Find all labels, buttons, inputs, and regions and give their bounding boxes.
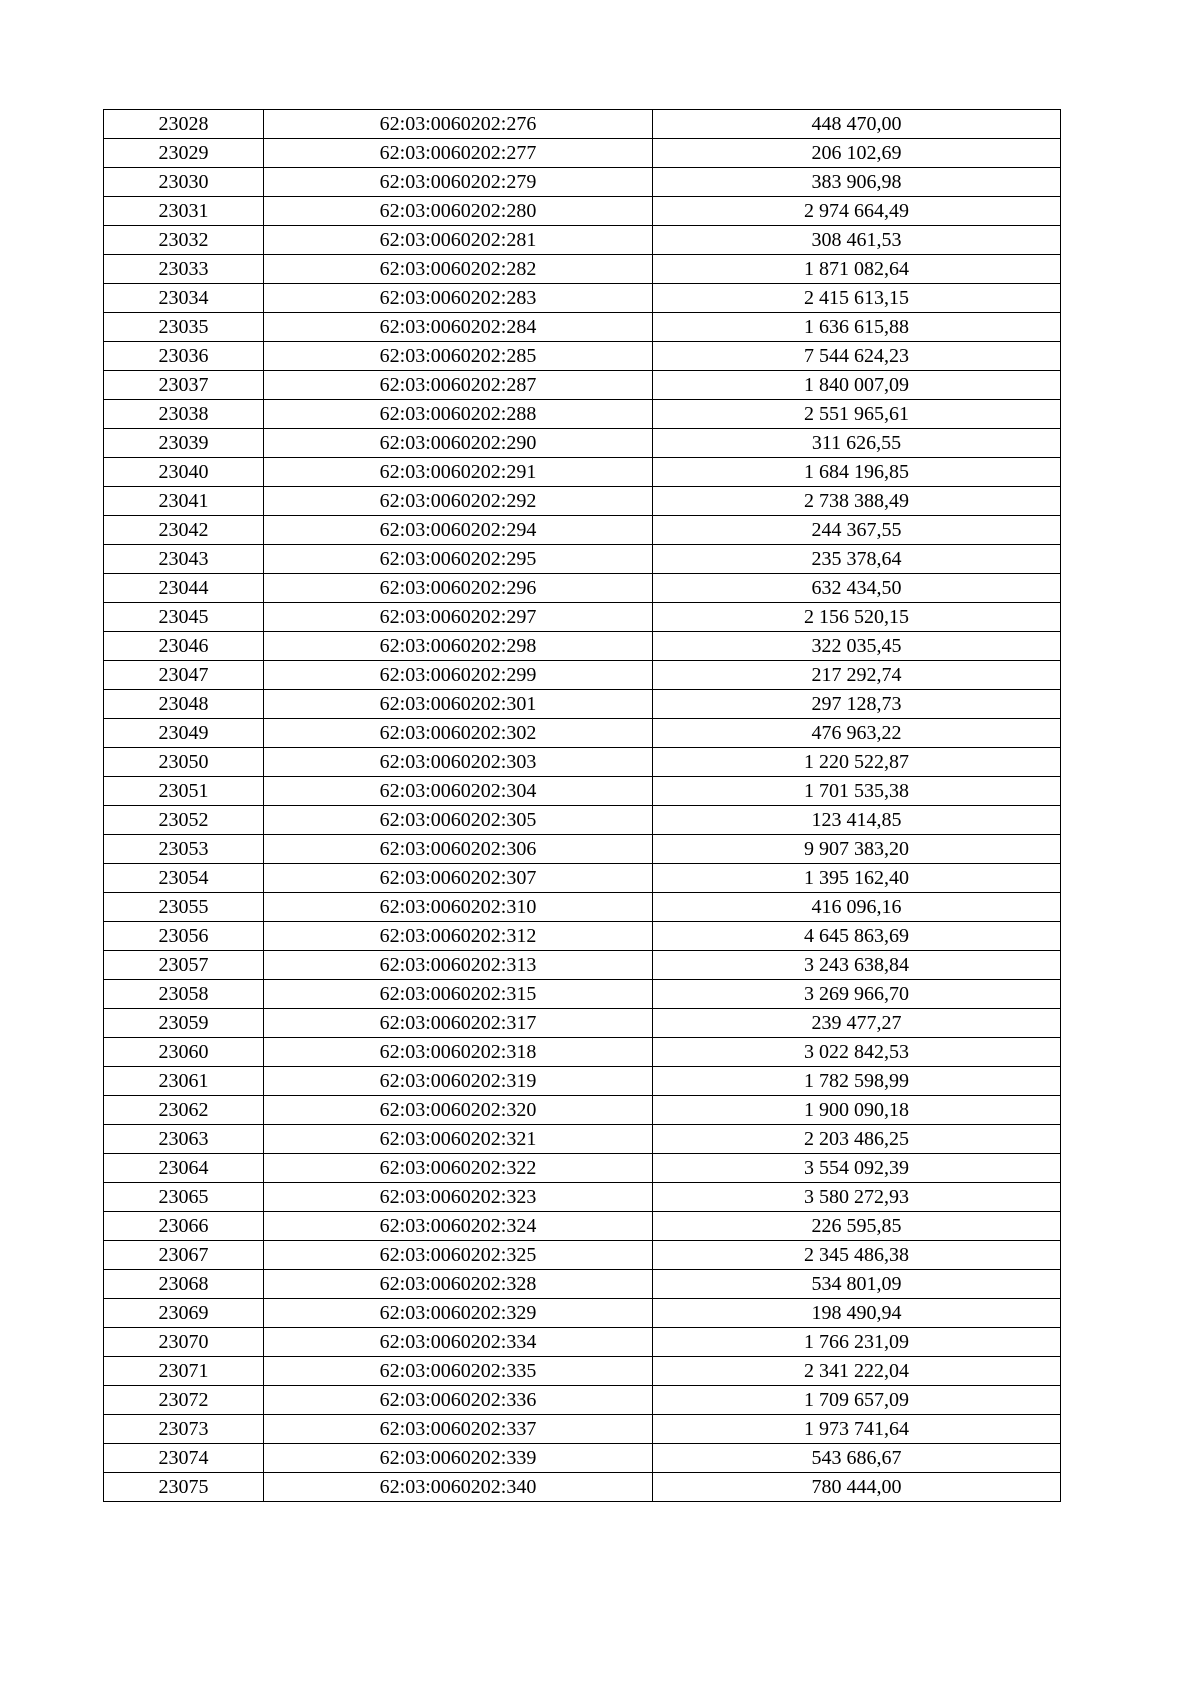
cadastral-number-cell: 62:03:0060202:290	[264, 429, 653, 458]
table-row	[104, 1009, 1061, 1038]
row-number-cell: 23044	[104, 574, 264, 603]
cadastral-number-cell: 62:03:0060202:303	[264, 748, 653, 777]
table-row	[104, 255, 1061, 284]
cadastral-number-cell: 62:03:0060202:291	[264, 458, 653, 487]
row-number-cell: 23075	[104, 1473, 264, 1502]
cadastral-value-cell: 7 544 624,23	[653, 342, 1061, 371]
table-row	[104, 777, 1061, 806]
cadastral-number-cell: 62:03:0060202:318	[264, 1038, 653, 1067]
row-number-cell: 23047	[104, 661, 264, 690]
table-row	[104, 1154, 1061, 1183]
row-number-cell: 23051	[104, 777, 264, 806]
cadastral-value-cell: 308 461,53	[653, 226, 1061, 255]
table-row	[104, 342, 1061, 371]
row-number-cell: 23035	[104, 313, 264, 342]
table-row	[104, 168, 1061, 197]
cadastral-number-cell: 62:03:0060202:292	[264, 487, 653, 516]
table-body	[104, 110, 1061, 1502]
cadastral-number-cell: 62:03:0060202:301	[264, 690, 653, 719]
table-row	[104, 1386, 1061, 1415]
cadastral-number-cell: 62:03:0060202:306	[264, 835, 653, 864]
table-row	[104, 1212, 1061, 1241]
cadastral-value-cell: 2 156 520,15	[653, 603, 1061, 632]
cadastral-value-cell: 2 341 222,04	[653, 1357, 1061, 1386]
cadastral-value-cell: 9 907 383,20	[653, 835, 1061, 864]
cadastral-number-cell: 62:03:0060202:294	[264, 516, 653, 545]
table-row	[104, 951, 1061, 980]
cadastral-value-cell: 1 840 007,09	[653, 371, 1061, 400]
cadastral-value-cell: 1 636 615,88	[653, 313, 1061, 342]
cadastral-value-cell: 198 490,94	[653, 1299, 1061, 1328]
cadastral-number-cell: 62:03:0060202:334	[264, 1328, 653, 1357]
cadastral-number-cell: 62:03:0060202:329	[264, 1299, 653, 1328]
cadastral-value-cell: 297 128,73	[653, 690, 1061, 719]
cadastral-value-cell: 543 686,67	[653, 1444, 1061, 1473]
cadastral-value-cell: 1 871 082,64	[653, 255, 1061, 284]
table-row	[104, 1328, 1061, 1357]
cadastral-value-cell: 632 434,50	[653, 574, 1061, 603]
cadastral-value-cell: 226 595,85	[653, 1212, 1061, 1241]
table-row	[104, 197, 1061, 226]
table-row	[104, 400, 1061, 429]
cadastral-value-cell: 311 626,55	[653, 429, 1061, 458]
cadastral-value-cell: 322 035,45	[653, 632, 1061, 661]
cadastral-number-cell: 62:03:0060202:295	[264, 545, 653, 574]
table-row	[104, 313, 1061, 342]
row-number-cell: 23058	[104, 980, 264, 1009]
cadastral-value-cell: 3 022 842,53	[653, 1038, 1061, 1067]
table-row	[104, 835, 1061, 864]
row-number-cell: 23034	[104, 284, 264, 313]
row-number-cell: 23072	[104, 1386, 264, 1415]
table-row	[104, 1415, 1061, 1444]
cadastral-number-cell: 62:03:0060202:324	[264, 1212, 653, 1241]
table-row	[104, 690, 1061, 719]
row-number-cell: 23074	[104, 1444, 264, 1473]
row-number-cell: 23043	[104, 545, 264, 574]
cadastral-value-cell: 416 096,16	[653, 893, 1061, 922]
row-number-cell: 23039	[104, 429, 264, 458]
row-number-cell: 23059	[104, 1009, 264, 1038]
table-row	[104, 458, 1061, 487]
table-row	[104, 1183, 1061, 1212]
cadastral-number-cell: 62:03:0060202:296	[264, 574, 653, 603]
cadastral-value-table	[103, 109, 1061, 1502]
row-number-cell: 23052	[104, 806, 264, 835]
table-row	[104, 1038, 1061, 1067]
table-row	[104, 110, 1061, 139]
table-row	[104, 1241, 1061, 1270]
row-number-cell: 23056	[104, 922, 264, 951]
row-number-cell: 23049	[104, 719, 264, 748]
cadastral-number-cell: 62:03:0060202:310	[264, 893, 653, 922]
cadastral-number-cell: 62:03:0060202:304	[264, 777, 653, 806]
cadastral-value-cell: 1 395 162,40	[653, 864, 1061, 893]
cadastral-number-cell: 62:03:0060202:323	[264, 1183, 653, 1212]
table-row	[104, 864, 1061, 893]
row-number-cell: 23030	[104, 168, 264, 197]
table-row	[104, 574, 1061, 603]
table-row	[104, 487, 1061, 516]
table-row	[104, 748, 1061, 777]
row-number-cell: 23045	[104, 603, 264, 632]
cadastral-number-cell: 62:03:0060202:299	[264, 661, 653, 690]
cadastral-value-cell: 123 414,85	[653, 806, 1061, 835]
row-number-cell: 23062	[104, 1096, 264, 1125]
row-number-cell: 23068	[104, 1270, 264, 1299]
row-number-cell: 23070	[104, 1328, 264, 1357]
table-row	[104, 1096, 1061, 1125]
row-number-cell: 23073	[104, 1415, 264, 1444]
table-row	[104, 980, 1061, 1009]
cadastral-value-cell: 1 973 741,64	[653, 1415, 1061, 1444]
row-number-cell: 23028	[104, 110, 264, 139]
table-row	[104, 1270, 1061, 1299]
cadastral-value-cell: 1 701 535,38	[653, 777, 1061, 806]
row-number-cell: 23057	[104, 951, 264, 980]
cadastral-number-cell: 62:03:0060202:305	[264, 806, 653, 835]
cadastral-value-cell: 3 580 272,93	[653, 1183, 1061, 1212]
row-number-cell: 23069	[104, 1299, 264, 1328]
row-number-cell: 23071	[104, 1357, 264, 1386]
cadastral-number-cell: 62:03:0060202:283	[264, 284, 653, 313]
row-number-cell: 23031	[104, 197, 264, 226]
cadastral-value-cell: 217 292,74	[653, 661, 1061, 690]
table-row	[104, 1299, 1061, 1328]
cadastral-number-cell: 62:03:0060202:279	[264, 168, 653, 197]
row-number-cell: 23053	[104, 835, 264, 864]
cadastral-value-cell: 1 220 522,87	[653, 748, 1061, 777]
cadastral-value-cell: 2 415 613,15	[653, 284, 1061, 313]
cadastral-number-cell: 62:03:0060202:312	[264, 922, 653, 951]
cadastral-number-cell: 62:03:0060202:313	[264, 951, 653, 980]
cadastral-value-cell: 2 551 965,61	[653, 400, 1061, 429]
cadastral-value-cell: 534 801,09	[653, 1270, 1061, 1299]
row-number-cell: 23063	[104, 1125, 264, 1154]
cadastral-value-cell: 244 367,55	[653, 516, 1061, 545]
row-number-cell: 23060	[104, 1038, 264, 1067]
cadastral-value-cell: 448 470,00	[653, 110, 1061, 139]
cadastral-number-cell: 62:03:0060202:317	[264, 1009, 653, 1038]
cadastral-number-cell: 62:03:0060202:307	[264, 864, 653, 893]
cadastral-value-cell: 235 378,64	[653, 545, 1061, 574]
row-number-cell: 23065	[104, 1183, 264, 1212]
cadastral-number-cell: 62:03:0060202:337	[264, 1415, 653, 1444]
cadastral-number-cell: 62:03:0060202:322	[264, 1154, 653, 1183]
row-number-cell: 23050	[104, 748, 264, 777]
cadastral-number-cell: 62:03:0060202:340	[264, 1473, 653, 1502]
cadastral-number-cell: 62:03:0060202:321	[264, 1125, 653, 1154]
cadastral-number-cell: 62:03:0060202:336	[264, 1386, 653, 1415]
row-number-cell: 23061	[104, 1067, 264, 1096]
row-number-cell: 23054	[104, 864, 264, 893]
row-number-cell: 23041	[104, 487, 264, 516]
row-number-cell: 23064	[104, 1154, 264, 1183]
cadastral-number-cell: 62:03:0060202:288	[264, 400, 653, 429]
table-row	[104, 139, 1061, 168]
row-number-cell: 23032	[104, 226, 264, 255]
cadastral-value-cell: 2 203 486,25	[653, 1125, 1061, 1154]
cadastral-value-cell: 1 684 196,85	[653, 458, 1061, 487]
table-row	[104, 1357, 1061, 1386]
table-row	[104, 1125, 1061, 1154]
table-row	[104, 661, 1061, 690]
table-row	[104, 429, 1061, 458]
table-row	[104, 516, 1061, 545]
row-number-cell: 23033	[104, 255, 264, 284]
cadastral-value-cell: 1 709 657,09	[653, 1386, 1061, 1415]
table-row	[104, 632, 1061, 661]
row-number-cell: 23048	[104, 690, 264, 719]
row-number-cell: 23042	[104, 516, 264, 545]
table-row	[104, 603, 1061, 632]
row-number-cell: 23046	[104, 632, 264, 661]
cadastral-number-cell: 62:03:0060202:319	[264, 1067, 653, 1096]
table-row	[104, 922, 1061, 951]
row-number-cell: 23038	[104, 400, 264, 429]
cadastral-value-cell: 780 444,00	[653, 1473, 1061, 1502]
cadastral-number-cell: 62:03:0060202:281	[264, 226, 653, 255]
row-number-cell: 23029	[104, 139, 264, 168]
cadastral-value-cell: 2 345 486,38	[653, 1241, 1061, 1270]
cadastral-value-cell: 206 102,69	[653, 139, 1061, 168]
cadastral-value-cell: 4 645 863,69	[653, 922, 1061, 951]
cadastral-number-cell: 62:03:0060202:320	[264, 1096, 653, 1125]
cadastral-number-cell: 62:03:0060202:280	[264, 197, 653, 226]
cadastral-value-cell: 2 974 664,49	[653, 197, 1061, 226]
cadastral-number-cell: 62:03:0060202:339	[264, 1444, 653, 1473]
cadastral-value-cell: 3 269 966,70	[653, 980, 1061, 1009]
cadastral-number-cell: 62:03:0060202:277	[264, 139, 653, 168]
row-number-cell: 23037	[104, 371, 264, 400]
table-row	[104, 1444, 1061, 1473]
cadastral-number-cell: 62:03:0060202:315	[264, 980, 653, 1009]
cadastral-value-cell: 239 477,27	[653, 1009, 1061, 1038]
row-number-cell: 23055	[104, 893, 264, 922]
table-row	[104, 1067, 1061, 1096]
row-number-cell: 23067	[104, 1241, 264, 1270]
cadastral-number-cell: 62:03:0060202:325	[264, 1241, 653, 1270]
cadastral-number-cell: 62:03:0060202:298	[264, 632, 653, 661]
cadastral-value-cell: 383 906,98	[653, 168, 1061, 197]
cadastral-number-cell: 62:03:0060202:287	[264, 371, 653, 400]
cadastral-value-cell: 1 782 598,99	[653, 1067, 1061, 1096]
cadastral-number-cell: 62:03:0060202:284	[264, 313, 653, 342]
table-row	[104, 893, 1061, 922]
cadastral-value-cell: 3 243 638,84	[653, 951, 1061, 980]
row-number-cell: 23040	[104, 458, 264, 487]
table-row	[104, 371, 1061, 400]
table-row	[104, 226, 1061, 255]
cadastral-number-cell: 62:03:0060202:276	[264, 110, 653, 139]
cadastral-number-cell: 62:03:0060202:302	[264, 719, 653, 748]
cadastral-value-cell: 2 738 388,49	[653, 487, 1061, 516]
table-row	[104, 284, 1061, 313]
table-row	[104, 545, 1061, 574]
cadastral-value-cell: 3 554 092,39	[653, 1154, 1061, 1183]
cadastral-value-cell: 476 963,22	[653, 719, 1061, 748]
cadastral-number-cell: 62:03:0060202:328	[264, 1270, 653, 1299]
table-row	[104, 719, 1061, 748]
cadastral-value-cell: 1 766 231,09	[653, 1328, 1061, 1357]
table-row	[104, 806, 1061, 835]
cadastral-number-cell: 62:03:0060202:285	[264, 342, 653, 371]
cadastral-number-cell: 62:03:0060202:297	[264, 603, 653, 632]
cadastral-number-cell: 62:03:0060202:335	[264, 1357, 653, 1386]
cadastral-number-cell: 62:03:0060202:282	[264, 255, 653, 284]
row-number-cell: 23066	[104, 1212, 264, 1241]
table-row	[104, 1473, 1061, 1502]
cadastral-value-cell: 1 900 090,18	[653, 1096, 1061, 1125]
row-number-cell: 23036	[104, 342, 264, 371]
